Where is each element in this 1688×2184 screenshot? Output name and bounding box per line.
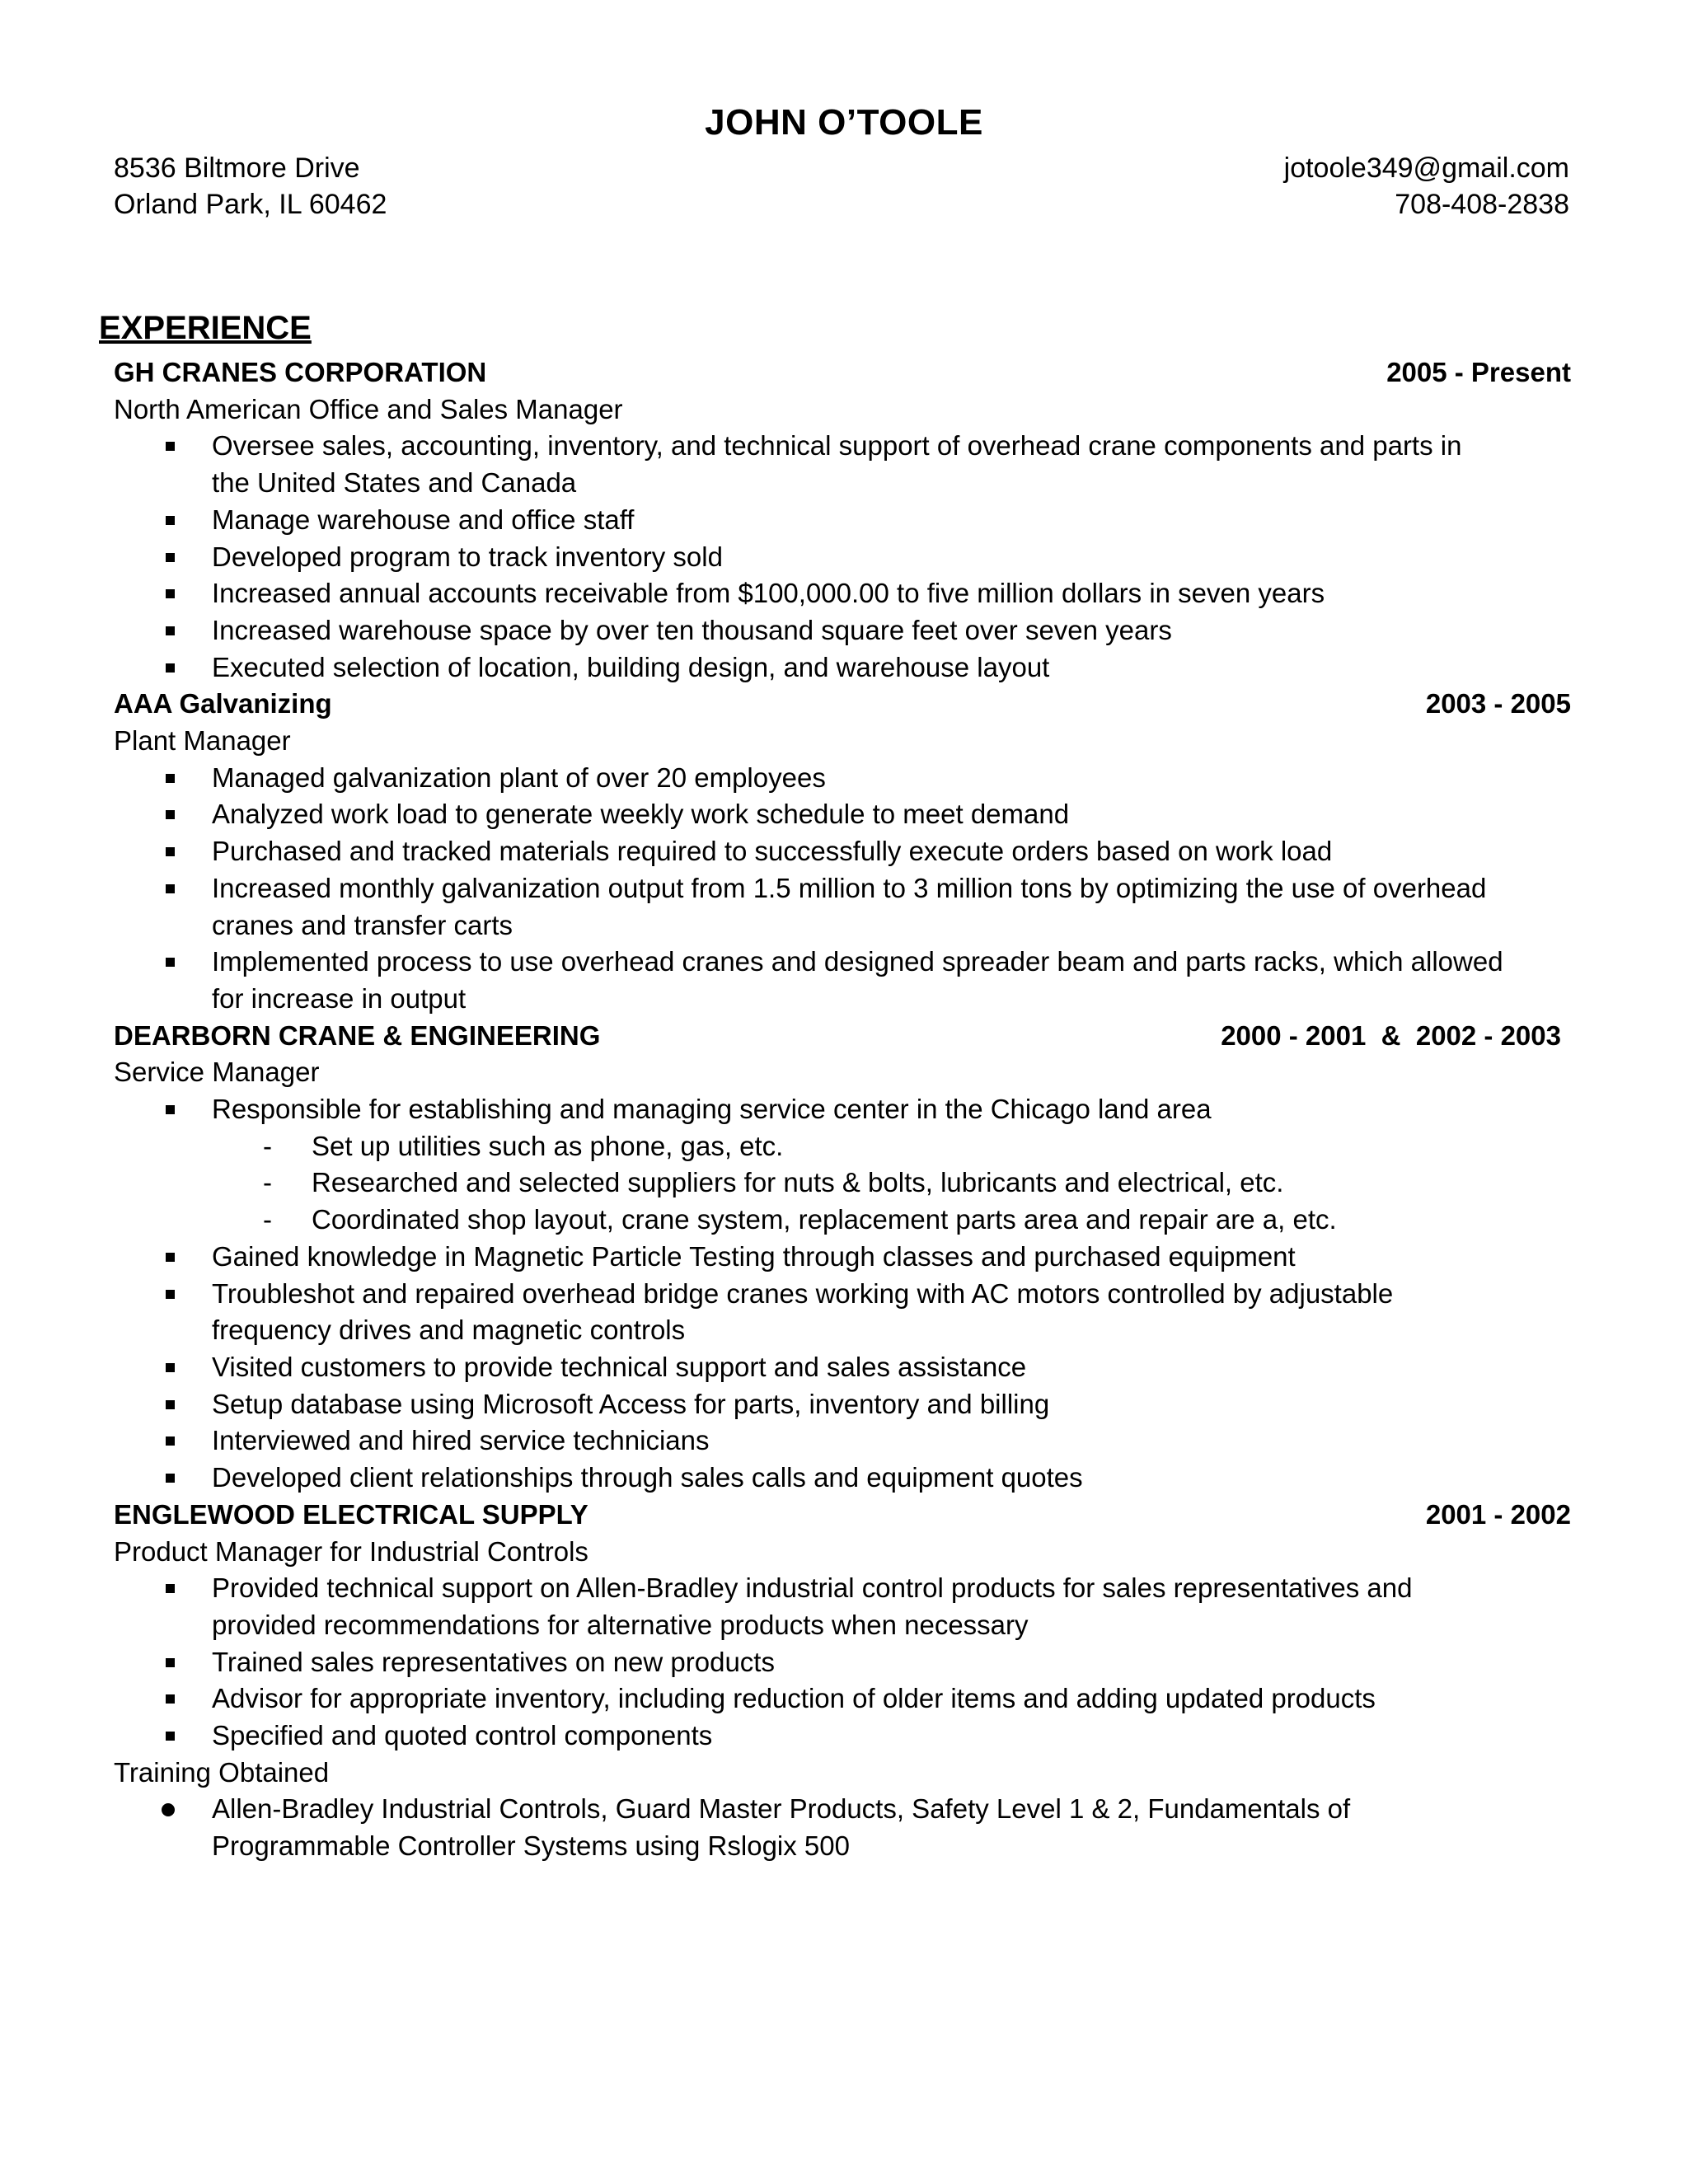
bullet-item: Advisor for appropriate inventory, including reduction of older items and adding updated products xyxy=(114,1680,1506,1718)
job-header xyxy=(114,1018,1571,1055)
job-entry xyxy=(114,686,1571,1017)
bullet-item: Managed galvanization plant of over 20 employees xyxy=(114,760,1506,797)
bullet-item: Interviewed and hired service technicians xyxy=(114,1422,1506,1460)
sub-bullet-item: - Coordinated shop layout, crane system, replacement parts area and repair are a, etc. xyxy=(114,1202,1498,1239)
company-name: DEARBORN CRANE & ENGINEERING xyxy=(114,1019,601,1051)
bullet-item: Specified and quoted control components xyxy=(114,1718,1506,1755)
job-bullets xyxy=(114,1091,1571,1497)
sub-bullet-item: - Researched and selected suppliers for nuts & bolts, lubricants and electrical, etc. xyxy=(114,1165,1498,1202)
bullet-item: Oversee sales, accounting, inventory, and technical support of overhead crane components and parts in the United States and Canada xyxy=(114,428,1506,501)
sub-bullet-item: - Set up utilities such as phone, gas, etc. xyxy=(114,1128,1498,1165)
job-dates: 2001 - 2002 xyxy=(1425,1498,1571,1530)
experience-section xyxy=(114,354,1571,1865)
training-list xyxy=(114,1791,1571,1864)
training-item: Allen-Bradley Industrial Controls, Guard Master Products, Safety Level 1 & 2, Fundamentals of Programmable Controller Systems using Rslogix 500 xyxy=(114,1791,1506,1864)
company-name: ENGLEWOOD ELECTRICAL SUPPLY xyxy=(114,1498,588,1530)
bullet-item: Increased annual accounts receivable from $100,000.00 to five million dollars in seven years xyxy=(114,575,1613,612)
applicant-name: JOHN O’TOOLE xyxy=(705,102,983,143)
contact-block xyxy=(1284,150,1569,223)
bullet-item: Executed selection of location, building design, and warehouse layout xyxy=(114,649,1506,687)
job-role: Service Manager xyxy=(114,1057,320,1088)
job-header xyxy=(114,1497,1571,1534)
company-name: AAA Galvanizing xyxy=(114,688,332,719)
job-dates: 2005 - Present xyxy=(1386,357,1571,387)
address-line-1: 8536 Biltmore Drive xyxy=(114,152,360,184)
bullet-item: Increased monthly galvanization output from 1.5 million to 3 million tons by optimizing the use of overhead cranes and transfer carts xyxy=(114,870,1506,944)
job-header xyxy=(114,686,1571,723)
job-entry xyxy=(114,1497,1571,1865)
bullet-item: Troubleshot and repaired overhead bridge cranes working with AC motors controlled by adjustable frequency drives and magnetic controls xyxy=(114,1276,1506,1349)
job-header xyxy=(114,354,1571,391)
job-dates: 2003 - 2005 xyxy=(1425,688,1571,719)
bullet-item: Purchased and tracked materials required to successfully execute orders based on work load xyxy=(114,833,1613,870)
job-role: Plant Manager xyxy=(114,725,291,757)
job-role: Product Manager for Industrial Controls xyxy=(114,1535,588,1567)
company-name: GH CRANES CORPORATION xyxy=(114,357,487,387)
job-bullets xyxy=(114,428,1571,686)
training-label: Training Obtained xyxy=(114,1756,330,1788)
bullet-item: Responsible for establishing and managing service center in the Chicago land area xyxy=(114,1091,1506,1128)
job-bullets xyxy=(114,1570,1571,1755)
experience-heading: EXPERIENCE xyxy=(99,310,312,346)
address-block xyxy=(114,150,387,223)
bullet-item: Provided technical support on Allen-Bradley industrial control products for sales representatives and provided recommendations for alternative products when necessary xyxy=(114,1570,1506,1643)
job-dates: 2000 - 2001 & 2002 - 2003 xyxy=(1221,1019,1561,1051)
job-entry xyxy=(114,1018,1571,1497)
job-entry xyxy=(114,354,1571,686)
bullet-item: Developed client relationships through sales calls and equipment quotes xyxy=(114,1460,1506,1497)
email-address: jotoole349@gmail.com xyxy=(1283,152,1569,184)
bullet-item: Developed program to track inventory sold xyxy=(114,539,1506,576)
bullet-item: Gained knowledge in Magnetic Particle Testing through classes and purchased equipment xyxy=(114,1239,1506,1276)
bullet-item: Manage warehouse and office staff xyxy=(114,502,1506,539)
bullet-item: Setup database using Microsoft Access for parts, inventory and billing xyxy=(114,1386,1506,1423)
phone-number: 708-408-2838 xyxy=(1395,189,1569,220)
bullet-item: Analyzed work load to generate weekly work schedule to meet demand xyxy=(114,796,1506,833)
bullet-item: Trained sales representatives on new products xyxy=(114,1644,1506,1681)
address-line-2: Orland Park, IL 60462 xyxy=(114,189,387,220)
job-bullets xyxy=(114,760,1571,1018)
bullet-item: Visited customers to provide technical support and sales assistance xyxy=(114,1349,1506,1386)
job-role: North American Office and Sales Manager xyxy=(114,393,623,424)
bullet-item: Increased warehouse space by over ten thousand square feet over seven years xyxy=(114,612,1506,649)
bullet-item: Implemented process to use overhead cranes and designed spreader beam and parts racks, which allowed for increase in output xyxy=(114,944,1506,1017)
